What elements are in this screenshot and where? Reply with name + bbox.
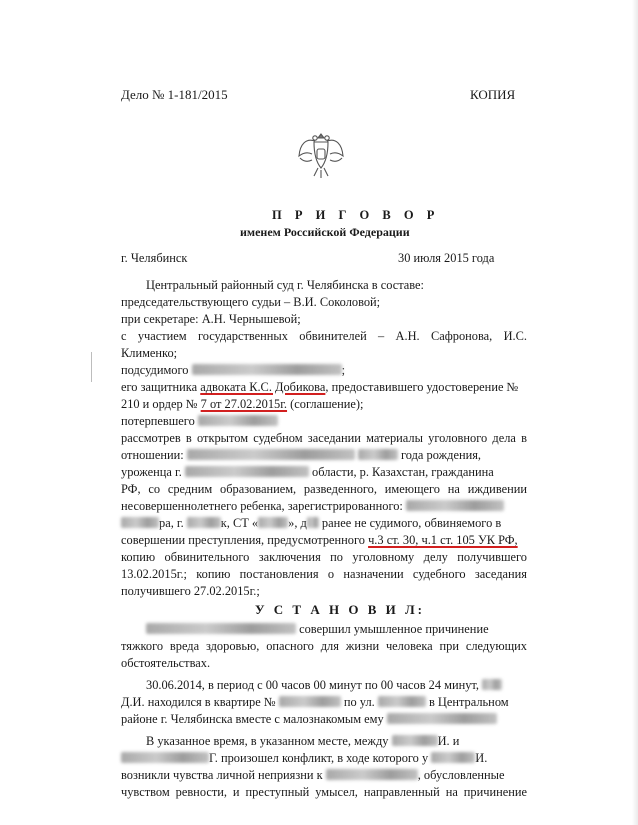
facts-conflict-3: Г. произошел конфликт, в ходе которого у (209, 751, 429, 765)
facts-line-5 (121, 694, 509, 710)
defendant-line-end: ; (341, 363, 346, 377)
facts-line-10: чувством ревности, и преступный умысел, направленный на причинение (121, 785, 527, 799)
court-composition: Центральный районный суд г. Челябинска в составе: (146, 278, 425, 292)
redacted-name (146, 623, 296, 634)
scan-edge-shadow (632, 0, 638, 825)
birthplace-label: уроженца г. (121, 465, 182, 479)
resolution-date-line: получившего 27.02.2015г.; (121, 584, 260, 598)
facts-line-7 (146, 733, 459, 749)
facts-line-2: тяжкого вреда здоровью, опасного для жизни человека при следующих (121, 639, 527, 653)
address-part-3: », д (288, 516, 307, 530)
redacted-name (392, 735, 438, 746)
defender-line (121, 379, 518, 395)
birthplace-region: области, р. Казахстан, гражданина (312, 465, 494, 479)
redacted-address (187, 517, 221, 528)
redacted-address (279, 696, 341, 707)
redacted-address (121, 517, 159, 528)
charge-label: совершении преступления, предусмотренного (121, 533, 369, 547)
redacted-name (121, 752, 209, 763)
date: 30 июля 2015 года (398, 251, 495, 265)
facts-line-9 (121, 767, 505, 783)
resolution-line: 13.02.2015г.; копию постановления о назначении судебного заседания (121, 567, 527, 581)
charge-line (121, 532, 518, 548)
facts-acquaintance: районе г. Челябинска вместе с малознакомым ему (121, 712, 384, 726)
judge-line: председательствующего судьи – В.И. Соколовой; (121, 295, 381, 309)
facts-hostility-end: , обусловленные (417, 768, 505, 782)
facts-conflict-1: В указанное время, в указанном месте, между (146, 734, 389, 748)
document-subtitle: именем Российской Федерации (240, 225, 410, 239)
established-heading: У С Т А Н О В И Л: (255, 602, 426, 617)
redacted-name (187, 449, 355, 460)
regarding-line (121, 447, 481, 463)
redacted-address (258, 517, 288, 528)
victim-line (121, 413, 278, 429)
facts-conflict-4: И. (475, 751, 488, 765)
facts-line-3: обстоятельствах. (121, 656, 211, 670)
address-part-2: к, СТ « (220, 516, 259, 530)
document-title: П Р И Г О В О Р (272, 208, 440, 222)
facts-conflict-2: И. и (437, 734, 460, 748)
facts-street: по ул. (343, 695, 375, 709)
warrant-note: (соглашение); (287, 397, 364, 411)
facts-time: 30.06.2014, в период с 00 часов 00 минут по 00 часов 24 минут, (146, 678, 480, 692)
case-number: Дело № 1-181/2015 (121, 87, 228, 102)
prosecutors-line: с участием государственных обвинителей – А.Н. Сафронова, И.С. (121, 329, 527, 343)
defendant-line (121, 362, 345, 378)
redacted-name (198, 415, 278, 426)
regarding-label: отношении: (121, 448, 184, 462)
facts-line-1 (146, 621, 489, 637)
defender-certificate: , предоставившего удостоверение № (325, 380, 519, 394)
facts-district: в Центральном (428, 695, 509, 709)
facts-line-4 (146, 677, 502, 693)
redacted-place (185, 466, 309, 477)
copy-label: КОПИЯ (470, 87, 516, 102)
charge-article: ч.3 ст. 30, ч.1 ст. 105 УК РФ, (368, 533, 518, 547)
warrant-line (121, 396, 363, 412)
prior-record: ранее не судимого, обвиняемого в (318, 516, 502, 530)
consideration-line: рассмотрев в открытом судебном заседании материалы уголовного дела в (121, 431, 527, 445)
scan-binding-mark (91, 352, 92, 382)
warrant-label: 210 и ордер № (121, 397, 201, 411)
russian-coat-of-arms-icon (296, 128, 346, 180)
birthplace-line (121, 464, 494, 480)
warrant-number: 7 от 27.02.2015г. (200, 397, 288, 411)
redacted-name (387, 713, 497, 724)
redacted-address (378, 696, 426, 707)
prosecutors-line-end: Клименко; (121, 346, 178, 360)
defendant-label: подсудимого (121, 363, 189, 377)
indictment-line: копию обвинительного заключения по уголовному делу получившего (121, 550, 527, 564)
facts-line-6 (121, 711, 497, 727)
redacted-name (482, 679, 502, 690)
registration-label: несовершеннолетнего ребенка, зарегистрированного: (121, 499, 403, 513)
secretary-line: при секретаре: А.Н. Чернышевой; (121, 312, 301, 326)
victim-label: потерпевшего (121, 414, 195, 428)
lawyer-name: адвоката К.С. Добикова (200, 380, 326, 394)
redacted-address (406, 500, 504, 511)
redacted-name (192, 364, 342, 375)
defender-label: его защитника (121, 380, 201, 394)
facts-text-1: совершил умышленное причинение (299, 622, 489, 636)
redacted-date (358, 449, 398, 460)
address-part-1: ра, г. (159, 516, 184, 530)
education-line: РФ, со средним образованием, разведенного, имеющего на иждивении (121, 482, 527, 496)
redacted-address (307, 517, 319, 528)
place: г. Челябинск (121, 251, 188, 265)
birth-year-label: года рождения, (400, 448, 482, 462)
redacted-name (326, 769, 418, 780)
redacted-name (431, 752, 475, 763)
facts-line-8 (121, 750, 487, 766)
facts-hostility: возникли чувства личной неприязни к (121, 768, 323, 782)
facts-apartment: Д.И. находился в квартире № (121, 695, 276, 709)
registration-line (121, 498, 504, 514)
address-line (121, 515, 501, 531)
